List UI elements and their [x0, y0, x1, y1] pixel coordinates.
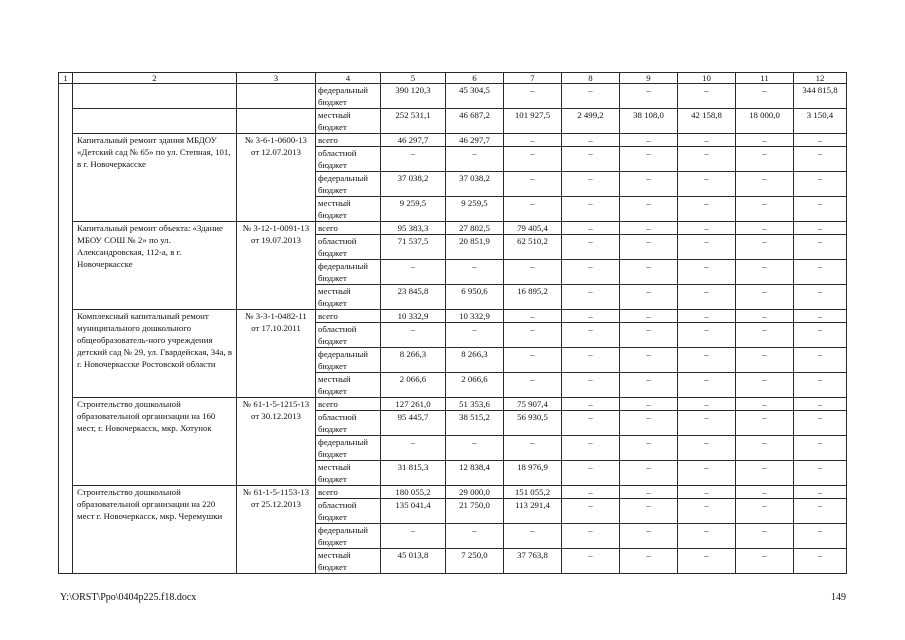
- funding-source-cell: местный бюджет: [316, 549, 381, 574]
- column-number: 2: [73, 73, 237, 84]
- object-name-cell: Капитальный ремонт здания МБДОУ «Детский сад № 65» по ул. Степная, 101, в г. Новочеркасске: [73, 134, 237, 222]
- value-cell: –: [736, 84, 794, 109]
- value-cell: 16 895,2: [504, 285, 562, 310]
- value-cell: –: [678, 235, 736, 260]
- value-cell: –: [562, 461, 620, 486]
- column-number: 4: [316, 73, 381, 84]
- value-cell: –: [504, 260, 562, 285]
- value-cell: –: [446, 147, 504, 172]
- value-cell: –: [678, 84, 736, 109]
- column-number: 9: [620, 73, 678, 84]
- value-cell: 46 297,7: [446, 134, 504, 147]
- value-cell: –: [678, 260, 736, 285]
- value-cell: –: [794, 172, 847, 197]
- value-cell: –: [620, 411, 678, 436]
- funding-source-cell: федеральный бюджет: [316, 260, 381, 285]
- value-cell: –: [736, 285, 794, 310]
- value-cell: 37 038,2: [381, 172, 446, 197]
- value-cell: –: [620, 373, 678, 398]
- value-cell: –: [678, 549, 736, 574]
- value-cell: 101 927,5: [504, 109, 562, 134]
- value-cell: 2 066,6: [381, 373, 446, 398]
- funding-source-cell: областной бюджет: [316, 499, 381, 524]
- value-cell: 38 515,2: [446, 411, 504, 436]
- value-cell: –: [504, 147, 562, 172]
- budget-table: [58, 72, 847, 574]
- value-cell: –: [504, 310, 562, 323]
- value-cell: 95 383,3: [381, 222, 446, 235]
- value-cell: –: [504, 197, 562, 222]
- value-cell: 45 013,8: [381, 549, 446, 574]
- value-cell: 3 150,4: [794, 109, 847, 134]
- value-cell: –: [562, 499, 620, 524]
- row-index-cell: [59, 84, 73, 574]
- value-cell: –: [620, 235, 678, 260]
- table-body: [59, 73, 847, 574]
- value-cell: –: [736, 348, 794, 373]
- value-cell: –: [736, 134, 794, 147]
- value-cell: 180 055,2: [381, 486, 446, 499]
- value-cell: 344 815,8: [794, 84, 847, 109]
- column-number: 1: [59, 73, 73, 84]
- value-cell: 31 815,3: [381, 461, 446, 486]
- value-cell: 46 297,7: [381, 134, 446, 147]
- value-cell: –: [736, 260, 794, 285]
- value-cell: –: [794, 323, 847, 348]
- document-number-cell: № 3-6-1-0600-13 от 12.07.2013: [237, 134, 316, 222]
- value-cell: –: [504, 323, 562, 348]
- value-cell: –: [381, 524, 446, 549]
- value-cell: –: [736, 549, 794, 574]
- value-cell: –: [562, 323, 620, 348]
- value-cell: –: [678, 524, 736, 549]
- funding-source-cell: всего: [316, 222, 381, 235]
- column-number: 5: [381, 73, 446, 84]
- object-name-cell: Строительство дошкольной образовательной организации на 160 мест, г. Новочеркасск, мкр. Хотунок: [73, 398, 237, 486]
- value-cell: –: [678, 285, 736, 310]
- value-cell: –: [736, 461, 794, 486]
- value-cell: 12 838,4: [446, 461, 504, 486]
- value-cell: –: [504, 373, 562, 398]
- file-path: Y:\ORST\Ppo\0404p225.f18.docx: [60, 592, 197, 603]
- value-cell: –: [620, 549, 678, 574]
- value-cell: –: [620, 134, 678, 147]
- value-cell: –: [736, 147, 794, 172]
- value-cell: –: [562, 436, 620, 461]
- value-cell: –: [736, 172, 794, 197]
- value-cell: 113 291,4: [504, 499, 562, 524]
- funding-source-cell: федеральный бюджет: [316, 84, 381, 109]
- document-number-cell: [237, 84, 316, 109]
- value-cell: –: [620, 348, 678, 373]
- value-cell: –: [504, 348, 562, 373]
- value-cell: 23 845,8: [381, 285, 446, 310]
- value-cell: 27 802,5: [446, 222, 504, 235]
- value-cell: –: [678, 310, 736, 323]
- value-cell: –: [381, 147, 446, 172]
- value-cell: 20 851,9: [446, 235, 504, 260]
- value-cell: –: [620, 172, 678, 197]
- object-name-cell: Комплексный капитальный ремонт муниципального дошкольного общеобразователь-ного учреждения детский сад № 29, ул. Гвардейская, 34а, в г. Новочеркасске Ростовской области: [73, 310, 237, 398]
- value-cell: –: [736, 398, 794, 411]
- value-cell: –: [562, 235, 620, 260]
- value-cell: –: [678, 411, 736, 436]
- document-number-cell: [237, 109, 316, 134]
- value-cell: –: [678, 172, 736, 197]
- value-cell: 75 907,4: [504, 398, 562, 411]
- value-cell: –: [678, 486, 736, 499]
- value-cell: –: [736, 436, 794, 461]
- table-row: [59, 486, 847, 499]
- value-cell: –: [736, 197, 794, 222]
- value-cell: 18 976,9: [504, 461, 562, 486]
- value-cell: –: [562, 197, 620, 222]
- document-number-cell: № 3-12-1-0091-13 от 19.07.2013: [237, 222, 316, 310]
- value-cell: –: [736, 524, 794, 549]
- value-cell: –: [794, 499, 847, 524]
- value-cell: –: [620, 260, 678, 285]
- value-cell: –: [620, 197, 678, 222]
- funding-source-cell: всего: [316, 134, 381, 147]
- value-cell: 8 266,3: [381, 348, 446, 373]
- document-number-cell: № 61-1-5-1215-13 от 30.12.2013: [237, 398, 316, 486]
- funding-source-cell: областной бюджет: [316, 147, 381, 172]
- funding-source-cell: местный бюджет: [316, 109, 381, 134]
- value-cell: –: [562, 285, 620, 310]
- value-cell: –: [620, 499, 678, 524]
- value-cell: –: [794, 436, 847, 461]
- funding-source-cell: всего: [316, 486, 381, 499]
- value-cell: –: [562, 147, 620, 172]
- value-cell: –: [794, 524, 847, 549]
- value-cell: –: [562, 348, 620, 373]
- value-cell: –: [620, 84, 678, 109]
- value-cell: 21 750,0: [446, 499, 504, 524]
- value-cell: –: [678, 373, 736, 398]
- funding-source-cell: местный бюджет: [316, 197, 381, 222]
- value-cell: –: [678, 348, 736, 373]
- value-cell: –: [678, 147, 736, 172]
- value-cell: 37 038,2: [446, 172, 504, 197]
- value-cell: –: [736, 222, 794, 235]
- table-row: [59, 109, 847, 134]
- column-number: 10: [678, 73, 736, 84]
- value-cell: 127 261,0: [381, 398, 446, 411]
- value-cell: –: [446, 524, 504, 549]
- value-cell: –: [446, 323, 504, 348]
- value-cell: –: [736, 411, 794, 436]
- value-cell: 6 950,6: [446, 285, 504, 310]
- value-cell: –: [620, 285, 678, 310]
- column-number: 11: [736, 73, 794, 84]
- column-number-row: [59, 73, 847, 84]
- value-cell: –: [504, 172, 562, 197]
- funding-source-cell: местный бюджет: [316, 373, 381, 398]
- value-cell: 2 066,6: [446, 373, 504, 398]
- value-cell: –: [446, 260, 504, 285]
- value-cell: –: [562, 310, 620, 323]
- value-cell: –: [620, 436, 678, 461]
- value-cell: –: [736, 235, 794, 260]
- value-cell: –: [678, 222, 736, 235]
- object-name-cell: [73, 109, 237, 134]
- funding-source-cell: федеральный бюджет: [316, 172, 381, 197]
- value-cell: 390 120,3: [381, 84, 446, 109]
- document-number-cell: № 3-3-1-0482-11 от 17.10.2011: [237, 310, 316, 398]
- value-cell: 2 499,2: [562, 109, 620, 134]
- value-cell: 7 250,0: [446, 549, 504, 574]
- value-cell: 56 930,5: [504, 411, 562, 436]
- column-number: 7: [504, 73, 562, 84]
- funding-source-cell: областной бюджет: [316, 323, 381, 348]
- funding-source-cell: областной бюджет: [316, 235, 381, 260]
- value-cell: –: [381, 436, 446, 461]
- value-cell: –: [562, 172, 620, 197]
- value-cell: –: [794, 147, 847, 172]
- value-cell: 10 332,9: [446, 310, 504, 323]
- value-cell: –: [620, 147, 678, 172]
- value-cell: –: [620, 310, 678, 323]
- value-cell: –: [794, 235, 847, 260]
- value-cell: 252 531,1: [381, 109, 446, 134]
- value-cell: –: [381, 260, 446, 285]
- value-cell: –: [794, 222, 847, 235]
- column-number: 3: [237, 73, 316, 84]
- value-cell: 79 405,4: [504, 222, 562, 235]
- value-cell: –: [620, 222, 678, 235]
- column-number: 8: [562, 73, 620, 84]
- value-cell: –: [446, 436, 504, 461]
- value-cell: –: [794, 310, 847, 323]
- value-cell: –: [794, 549, 847, 574]
- value-cell: –: [794, 411, 847, 436]
- value-cell: 9 259,5: [446, 197, 504, 222]
- value-cell: –: [620, 524, 678, 549]
- value-cell: –: [678, 461, 736, 486]
- value-cell: –: [562, 549, 620, 574]
- funding-source-cell: федеральный бюджет: [316, 436, 381, 461]
- value-cell: –: [562, 524, 620, 549]
- table-row: [59, 222, 847, 235]
- funding-source-cell: местный бюджет: [316, 285, 381, 310]
- value-cell: –: [794, 373, 847, 398]
- value-cell: –: [736, 310, 794, 323]
- object-name-cell: Капитальный ремонт объекта: «Здание МБОУ СОШ № 2» по ул. Александровская, 112-а, в г. Новочеркасске: [73, 222, 237, 310]
- page-number: 149: [831, 592, 846, 603]
- table-row: [59, 84, 847, 109]
- funding-source-cell: федеральный бюджет: [316, 348, 381, 373]
- value-cell: –: [794, 398, 847, 411]
- value-cell: –: [736, 499, 794, 524]
- value-cell: 71 537,5: [381, 235, 446, 260]
- value-cell: 9 259,5: [381, 197, 446, 222]
- object-name-cell: [73, 84, 237, 109]
- value-cell: –: [678, 323, 736, 348]
- value-cell: –: [562, 84, 620, 109]
- value-cell: 95 445,7: [381, 411, 446, 436]
- value-cell: –: [736, 373, 794, 398]
- value-cell: 8 266,3: [446, 348, 504, 373]
- value-cell: –: [678, 398, 736, 411]
- value-cell: –: [620, 461, 678, 486]
- value-cell: 42 158,8: [678, 109, 736, 134]
- value-cell: –: [794, 197, 847, 222]
- column-number: 6: [446, 73, 504, 84]
- document-number-cell: № 61-1-5-1153-13 от 25.12.2013: [237, 486, 316, 574]
- value-cell: –: [620, 398, 678, 411]
- value-cell: 18 000,0: [736, 109, 794, 134]
- value-cell: –: [381, 323, 446, 348]
- funding-source-cell: местный бюджет: [316, 461, 381, 486]
- value-cell: 62 510,2: [504, 235, 562, 260]
- value-cell: –: [562, 398, 620, 411]
- value-cell: –: [794, 461, 847, 486]
- value-cell: –: [736, 486, 794, 499]
- value-cell: –: [562, 411, 620, 436]
- object-name-cell: Строительство дошкольной образовательной организации на 220 мест г. Новочеркасск, мкр. Черемушки: [73, 486, 237, 574]
- column-number: 12: [794, 73, 847, 84]
- value-cell: 151 055,2: [504, 486, 562, 499]
- value-cell: –: [562, 222, 620, 235]
- value-cell: 37 763,8: [504, 549, 562, 574]
- value-cell: –: [794, 260, 847, 285]
- value-cell: –: [562, 134, 620, 147]
- table-row: [59, 398, 847, 411]
- value-cell: –: [678, 436, 736, 461]
- funding-source-cell: областной бюджет: [316, 411, 381, 436]
- value-cell: 51 353,6: [446, 398, 504, 411]
- value-cell: –: [504, 134, 562, 147]
- value-cell: 135 041,4: [381, 499, 446, 524]
- value-cell: 45 304,5: [446, 84, 504, 109]
- funding-source-cell: федеральный бюджет: [316, 524, 381, 549]
- value-cell: 29 000,0: [446, 486, 504, 499]
- value-cell: –: [504, 524, 562, 549]
- value-cell: 38 108,0: [620, 109, 678, 134]
- value-cell: –: [736, 323, 794, 348]
- value-cell: –: [678, 134, 736, 147]
- value-cell: –: [678, 499, 736, 524]
- value-cell: –: [794, 348, 847, 373]
- value-cell: –: [794, 285, 847, 310]
- value-cell: –: [504, 84, 562, 109]
- funding-source-cell: всего: [316, 310, 381, 323]
- value-cell: –: [620, 323, 678, 348]
- value-cell: –: [562, 373, 620, 398]
- value-cell: –: [620, 486, 678, 499]
- value-cell: –: [678, 197, 736, 222]
- value-cell: –: [562, 260, 620, 285]
- value-cell: 46 687,2: [446, 109, 504, 134]
- table-row: [59, 310, 847, 323]
- table-row: [59, 134, 847, 147]
- value-cell: –: [794, 134, 847, 147]
- value-cell: –: [562, 486, 620, 499]
- value-cell: 10 332,9: [381, 310, 446, 323]
- funding-source-cell: всего: [316, 398, 381, 411]
- value-cell: –: [794, 486, 847, 499]
- value-cell: –: [504, 436, 562, 461]
